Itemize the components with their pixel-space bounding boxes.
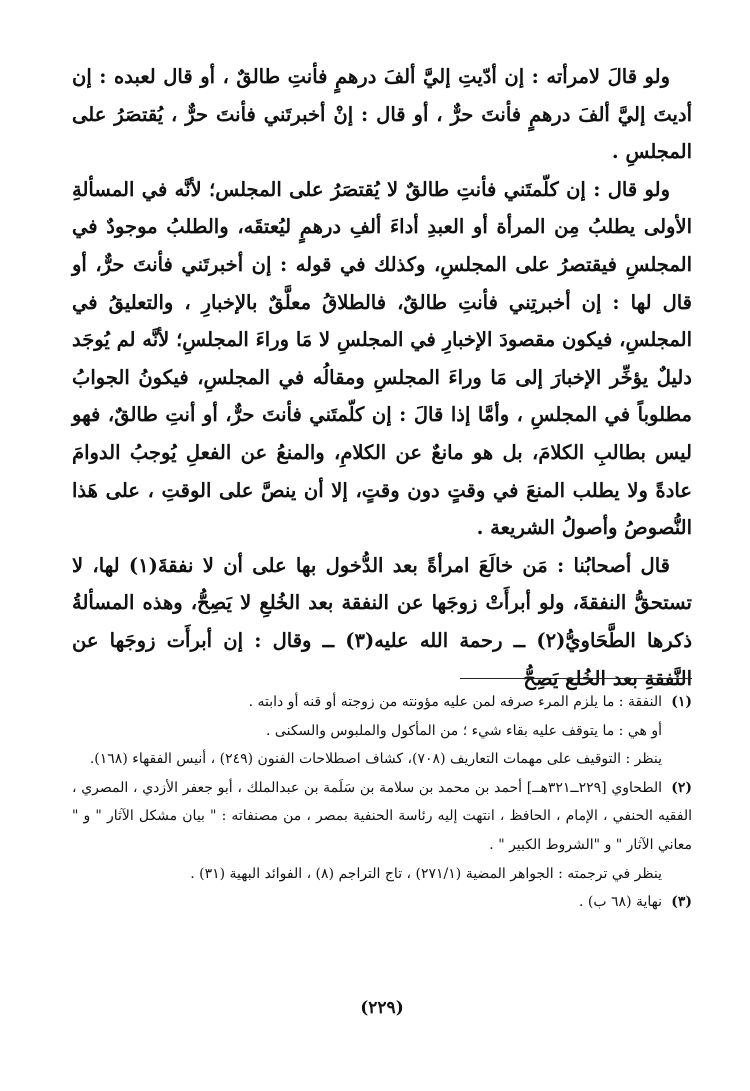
page <box>72 58 693 1018</box>
footnote-2-text: الطحاوي [٢٢٩ــ٣٢١هــ] أحمد بن محمد بن سلامة بن سَلَمة بن عبدالملك ، أبو جعفر الأزدي ، المصري ، الفقيه الحنفي ، الإمام ، الحافظ ، انتهت إليه رئاسة الحنفية بمصر ، من مصنفاته : " بيان مشكل الآثار " و " معاني الآثار " و "الشروط الكبير " . <box>72 779 692 853</box>
footnote-1-line-2: أو هي : ما يتوقف عليه بقاء شيء ؛ من المأكول والملبوس والسكنى . <box>266 722 662 739</box>
footnote-3-text: نهاية (٦٨ ب) . <box>579 894 662 911</box>
footnote-1-line-3: ينظر : التوقيف على مهمات التعاريف (٧٠٨)، كشاف اصطلاحات الفنون (٢٤٩) ، أنيس الفقهاء (١٦٨). <box>89 751 662 768</box>
footnote-3 <box>72 888 692 917</box>
paragraph-3: قال أصحابُنا : مَن خالَعَ امرأةً بعد الدُّخول بها على أن لا نفقةَ(١) لها، لا تستحقُّ النفقةَ، ولو أبرأَتْ زوجَها عن النفقة بعد الخُلعِ لا يَصِحُّ، وهذه المسألةُ ذكرها الطَّحَاويُّ(٢) ــ رحمة الله عليه(٣) ــ وقال : إن أبرأَت زوجَها عن النَّفقةِ بعد الخُلع يَصِحُّ <box>72 553 693 690</box>
paragraph-1: ولو قالَ لامرأته : إن أدّيتِ إليَّ ألفَ درهمٍ فأنتِ طالقٌ ، أو قال لعبده : إن أديتَ إليَّ ألفَ درهمٍ فأنتَ حرٌّ ، أو قال : إنْ أخبرتَني فأنتَ حرٌّ ، يُقتصَرُ على المجلسِ . <box>72 65 692 164</box>
footnote-2-line-2: ينظر في ترجمته : الجواهر المضية (٢٧١/١) ، تاج التراجم (٨) ، الفوائد البهية (٣١) . <box>190 865 662 882</box>
footnote-1 <box>72 688 692 717</box>
paragraph-2: ولو قال : إن كلّمتَني فأنتِ طالقٌ لا يُقتصَرُ على المجلس؛ لأنَّه في المسألةِ الأولى يطلبُ مِن المرأة أو العبدِ أداءَ ألفِ درهمٍ ليُعتقَه، والطلبُ موجودٌ في المجلسِ فيقتصرُ على المجلسِ، وكذلك في قوله : إن أخبرتَني فأنتَ حرٌّ، أو قال لها : إن أخبرتِني فأنتِ طالقٌ، فالطلاقُ معلَّقٌ بالإخبارِ ، والتعليقُ في المجلسِ، فيكون مقصودَ الإخبارِ في المجلسِ لا مَا وراءَ المجلسِ؛ لأنَّه لم يُوجَد دليلٌ يؤخِّر الإخبارَ إلى مَا وراءَ المجلسِ ومقالُه في المجلسِ، فيكونُ الجوابُ مطلوباً في المجلسِ ، وأمَّا إذا قالَ : إن كلّمتَني فأنتَ حرٌّ، أو أنتِ طالقٌ، فهو ليس بطالبِ الكلامَ، بل هو مانعٌ عن الكلامِ، والمنعُ عن الفعلِ يُوجبُ الدوامَ عادةً ولا يطلب المنعَ في وقتٍ دون وقتٍ، إلا أن ينصَّ على الوقتِ ، على هَذا النُّصوصُ وأصولُ الشريعة . <box>72 177 692 540</box>
footnote-1-text: النفقة : ما يلزم المرء صرفه لمن عليه مؤونته من زوجته أو قنه أو دابته . <box>248 694 662 710</box>
main-text <box>72 58 692 697</box>
footnote-3-number: (٣) <box>671 894 692 911</box>
footnote-separator <box>460 678 692 679</box>
footnotes <box>72 688 692 917</box>
footnote-2-number: (٢) <box>671 779 692 796</box>
footnote-2 <box>72 774 692 860</box>
footnote-1-number: (١) <box>671 694 692 710</box>
page-number: (٢٢٩) <box>360 998 404 1018</box>
